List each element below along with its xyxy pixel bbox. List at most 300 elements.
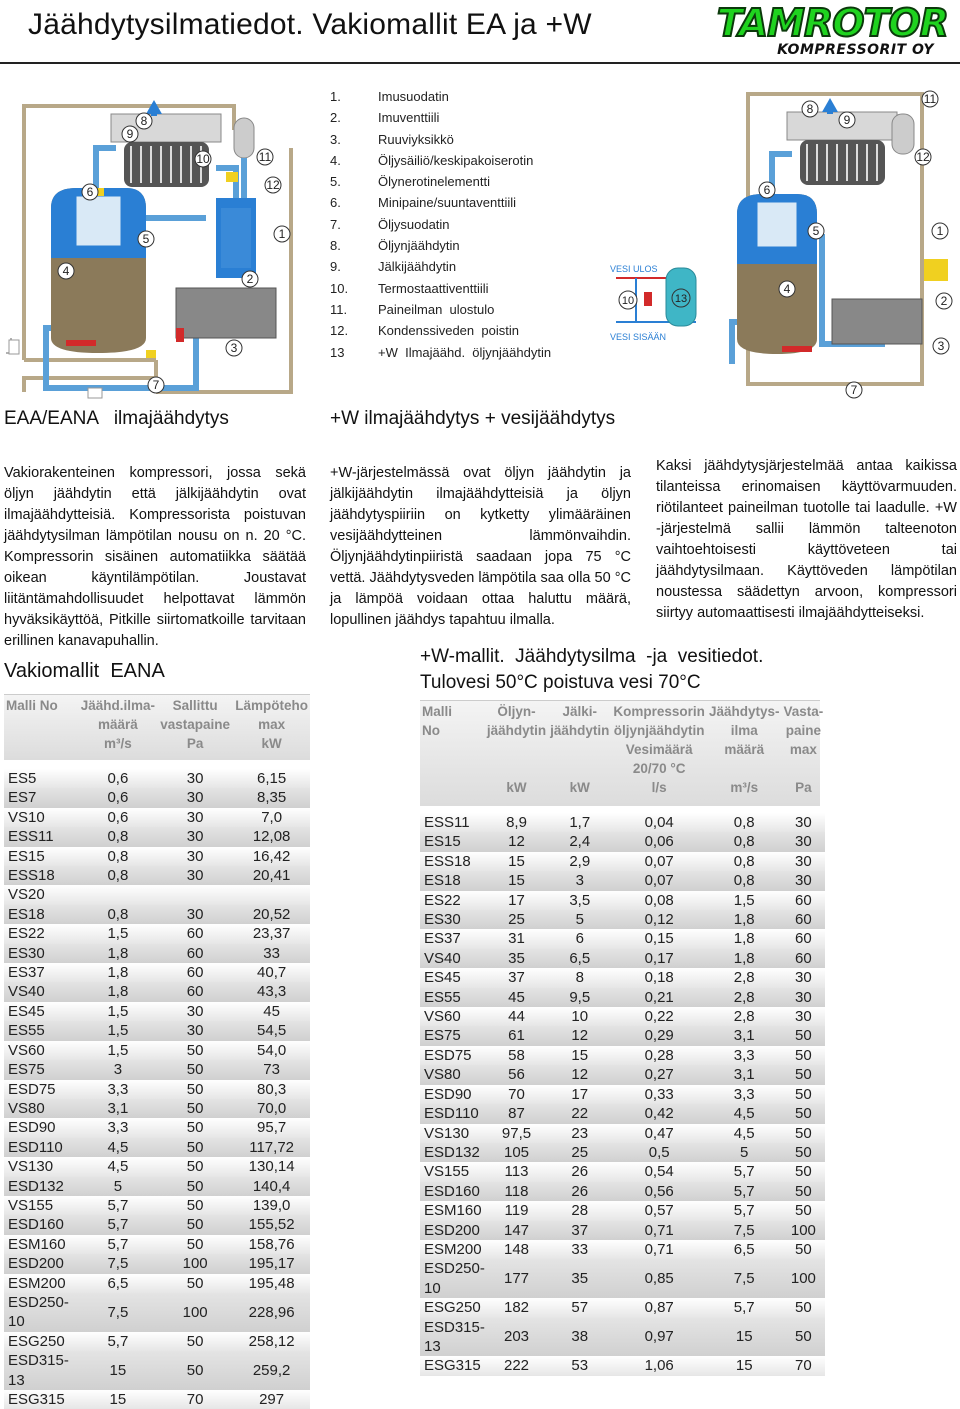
table-column-header	[79, 696, 157, 753]
value-cell: 37	[485, 968, 548, 987]
svg-text:10: 10	[196, 152, 210, 166]
value-cell	[79, 885, 157, 904]
model-cell: ESM160	[4, 1235, 79, 1254]
parts-list-number: 5.	[330, 174, 341, 190]
svg-text:13: 13	[674, 293, 688, 305]
value-cell: 7,5	[79, 1254, 157, 1273]
logo-brand: TAMROTOR	[716, 1, 948, 45]
table-row	[4, 1080, 310, 1099]
table-column-header	[157, 696, 233, 753]
value-cell: 0,33	[611, 1085, 707, 1104]
value-cell: 50	[781, 1026, 825, 1045]
value-cell: 2,4	[548, 832, 611, 851]
parts-list-item	[330, 320, 551, 341]
value-cell: 45	[485, 988, 548, 1007]
value-cell: 28	[548, 1201, 611, 1220]
value-cell: 54,5	[233, 1021, 310, 1040]
svg-text:2: 2	[940, 294, 948, 308]
header-line: Vesimäärä	[625, 742, 693, 757]
value-cell: 182	[485, 1298, 548, 1317]
value-cell: 15	[707, 1356, 782, 1375]
svg-text:1: 1	[278, 227, 286, 241]
value-cell: 30	[157, 769, 233, 788]
value-cell: 70	[781, 1356, 825, 1375]
value-cell: 1,5	[79, 924, 157, 943]
value-cell: 26	[548, 1182, 611, 1201]
value-cell: 37	[548, 1221, 611, 1240]
value-cell: 1,06	[611, 1356, 707, 1375]
value-cell: 30	[781, 988, 825, 1007]
value-cell: 50	[157, 1060, 233, 1079]
header-line	[422, 740, 483, 759]
header-line: max	[789, 742, 817, 757]
value-cell: 130,14	[233, 1157, 310, 1176]
value-cell: 50	[157, 1138, 233, 1157]
parts-list-number: 12.	[330, 323, 349, 339]
model-cell: ESD200	[4, 1254, 79, 1273]
parts-list-name: +W Ilmajäähd. öljynjäähdytin	[378, 344, 552, 360]
table-row	[4, 905, 310, 924]
parts-list-item	[330, 107, 551, 128]
value-cell: 60	[781, 910, 825, 929]
value-cell: 0,8	[79, 866, 157, 885]
model-cell: VS40	[420, 949, 485, 968]
value-cell: 0,08	[611, 891, 707, 910]
model-cell: ESM160	[420, 1201, 485, 1220]
table-row	[420, 1298, 825, 1317]
svg-text:3: 3	[937, 339, 945, 353]
model-cell: ESG315	[420, 1356, 485, 1375]
table-row	[420, 871, 825, 890]
value-cell: 8,9	[485, 813, 548, 832]
model-cell: ES45	[420, 968, 485, 987]
table-row	[420, 968, 825, 987]
header-line	[422, 759, 483, 778]
table-column-header	[781, 702, 825, 797]
value-cell: 0,71	[611, 1240, 707, 1259]
model-cell: ESD250-10	[4, 1293, 79, 1332]
svg-text:9: 9	[126, 127, 134, 141]
model-cell: ESD250-10	[420, 1259, 485, 1298]
value-cell: 15	[485, 871, 548, 890]
value-cell: 3,3	[707, 1046, 782, 1065]
value-cell: 148	[485, 1240, 548, 1259]
table-row	[420, 813, 825, 832]
value-cell: 100	[157, 1254, 233, 1273]
model-cell: ES30	[420, 910, 485, 929]
parts-list-name: Öljynjäähdytin	[378, 238, 460, 254]
value-cell: 0,28	[611, 1046, 707, 1065]
header-line: määrä	[724, 742, 765, 757]
value-cell: 5,7	[707, 1298, 782, 1317]
table-row	[4, 1390, 310, 1409]
table-column-header	[4, 696, 79, 753]
table-row	[420, 1162, 825, 1181]
model-cell: ESD75	[420, 1046, 485, 1065]
value-cell: 1,8	[707, 910, 782, 929]
model-cell: VS130	[4, 1157, 79, 1176]
model-cell: VS40	[4, 982, 79, 1001]
parts-list-name: Paineilman ulostulo	[378, 301, 495, 317]
model-cell: ES37	[420, 929, 485, 948]
model-cell: ES18	[4, 905, 79, 924]
tamrotor-logo	[688, 1, 948, 58]
model-cell: VS130	[420, 1124, 485, 1143]
model-cell: ES75	[420, 1026, 485, 1045]
svg-text:7: 7	[850, 383, 858, 397]
parts-list-item	[330, 129, 551, 150]
header-line: Öljyn-	[497, 704, 536, 719]
value-cell: 30	[781, 813, 825, 832]
parts-list-number: 10.	[330, 280, 349, 296]
header-line: Jäähd.ilma-	[80, 698, 156, 713]
value-cell: 1,8	[79, 982, 157, 1001]
header-line: max	[258, 717, 286, 732]
table-row	[420, 1182, 825, 1201]
value-cell: 15	[485, 852, 548, 871]
header-line: vastapaine	[160, 717, 231, 732]
model-cell: ES15	[420, 832, 485, 851]
svg-text:8: 8	[806, 102, 814, 116]
value-cell: 56	[485, 1065, 548, 1084]
table-row	[4, 1196, 310, 1215]
value-cell: 95,7	[233, 1118, 310, 1137]
value-cell: 50	[157, 1099, 233, 1118]
value-cell: 0,47	[611, 1124, 707, 1143]
value-cell: 203	[485, 1318, 548, 1357]
value-cell: 0,22	[611, 1007, 707, 1026]
parts-list-name: Termostaattiventtiili	[378, 280, 489, 296]
table-row	[4, 1274, 310, 1293]
value-cell: 30	[781, 968, 825, 987]
parts-list-name: Minipaine/suuntaventtiili	[378, 195, 517, 211]
value-cell: 0,56	[611, 1182, 707, 1201]
value-cell: 30	[781, 852, 825, 871]
value-cell: 0,97	[611, 1318, 707, 1357]
model-cell: ESS18	[4, 866, 79, 885]
value-cell: 60	[157, 982, 233, 1001]
value-cell: 177	[485, 1259, 548, 1298]
value-cell: 22	[548, 1104, 611, 1123]
value-cell: 50	[781, 1162, 825, 1181]
header-line: Sallittu	[172, 698, 218, 713]
water-in-label: VESI SISÄÄN	[610, 332, 667, 342]
value-cell: 0,15	[611, 929, 707, 948]
value-cell: 9,5	[548, 988, 611, 1007]
value-cell: 60	[157, 944, 233, 963]
value-cell: 12	[548, 1065, 611, 1084]
header-line: paine	[785, 723, 821, 738]
model-cell: ESD160	[4, 1215, 79, 1234]
value-cell: 147	[485, 1221, 548, 1240]
table-row	[4, 847, 310, 866]
model-cell: ES22	[420, 891, 485, 910]
model-cell: ES45	[4, 1002, 79, 1021]
paragraph-dual: Kaksi jäähdytysjärjestelmää antaa kaikissa tilanteissa erinomaisen käyttövarmuuden. riötilanteet paineilman tuotolle tai laadulle. +W -järjestelmä sallii lämmön talteenoton vaihtoehtoisesti käyttöveteen tai jäähdytysilmaan. Käyttöveden lämpötilan noustessa säädettyn arvoon, kompressori siirtyy automaattisesti ilmajäähdytteiseksi.	[656, 458, 957, 621]
value-cell: 30	[157, 808, 233, 827]
table-row	[4, 1332, 310, 1351]
value-cell: 70	[485, 1085, 548, 1104]
value-cell: 30	[157, 905, 233, 924]
value-cell: 195,17	[233, 1254, 310, 1273]
table-row	[4, 1293, 310, 1332]
diagram-water-circuit	[606, 262, 716, 342]
value-cell: 0,87	[611, 1298, 707, 1317]
svg-text:4: 4	[783, 282, 791, 296]
parts-list-number: 4.	[330, 152, 341, 168]
value-cell: 40,7	[233, 963, 310, 982]
value-cell: 15	[548, 1046, 611, 1065]
parts-list-item	[330, 299, 551, 320]
parts-list-number: 6.	[330, 195, 341, 211]
value-cell: 30	[157, 1002, 233, 1021]
header-rule	[0, 62, 960, 64]
value-cell: 139,0	[233, 1196, 310, 1215]
header-line: Pa	[186, 736, 204, 751]
value-cell: 16,42	[233, 847, 310, 866]
model-cell: VS155	[4, 1196, 79, 1215]
table-column-header	[548, 702, 611, 797]
value-cell: 0,8	[707, 832, 782, 851]
value-cell: 0,6	[79, 808, 157, 827]
value-cell: 31	[485, 929, 548, 948]
value-cell: 50	[781, 1201, 825, 1220]
value-cell: 50	[781, 1104, 825, 1123]
model-cell: ESS11	[420, 813, 485, 832]
value-cell: 0,5	[611, 1143, 707, 1162]
value-cell: 30	[157, 847, 233, 866]
value-cell: 118	[485, 1182, 548, 1201]
value-cell: 50	[781, 1298, 825, 1317]
header-line: 20/70 °C	[632, 761, 686, 776]
value-cell: 20,41	[233, 866, 310, 885]
value-cell: 50	[157, 1274, 233, 1293]
value-cell: 8,35	[233, 788, 310, 807]
header-line: Malli No	[6, 698, 58, 713]
svg-text:6: 6	[763, 183, 771, 197]
value-cell: 3	[79, 1060, 157, 1079]
value-cell: 50	[157, 1351, 233, 1390]
value-cell: 119	[485, 1201, 548, 1220]
value-cell: 61	[485, 1026, 548, 1045]
value-cell: 60	[781, 891, 825, 910]
value-cell: 1,8	[707, 929, 782, 948]
value-cell: 117,72	[233, 1138, 310, 1157]
parts-list-number: 3.	[330, 131, 341, 147]
model-cell: ESG250	[420, 1298, 485, 1317]
svg-text:2: 2	[246, 272, 254, 286]
value-cell: 50	[781, 1124, 825, 1143]
value-cell: 1,5	[79, 1041, 157, 1060]
value-cell: 113	[485, 1162, 548, 1181]
table-row	[420, 891, 825, 910]
value-cell: 5	[707, 1143, 782, 1162]
parts-list-item	[330, 235, 551, 256]
model-cell: ESD110	[420, 1104, 485, 1123]
value-cell: 50	[781, 1240, 825, 1259]
value-cell: 3,3	[707, 1085, 782, 1104]
value-cell: 50	[157, 1041, 233, 1060]
value-cell: 5,7	[79, 1196, 157, 1215]
header-line	[6, 715, 77, 734]
value-cell: 97,5	[485, 1124, 548, 1143]
table-row	[4, 1138, 310, 1157]
right-table-heading-2: Tulovesi 50°C poistuva vesi 70°C	[420, 672, 701, 693]
table-row	[420, 1026, 825, 1045]
value-cell: 53	[548, 1356, 611, 1375]
table-row	[4, 1235, 310, 1254]
value-cell: 2,8	[707, 988, 782, 1007]
table-column-header	[707, 702, 782, 797]
model-cell: ES18	[420, 871, 485, 890]
model-cell: ESD132	[4, 1177, 79, 1196]
value-cell: 4,5	[79, 1138, 157, 1157]
value-cell: 0,8	[79, 847, 157, 866]
model-cell: VS20	[4, 885, 79, 904]
parts-list-number: 7.	[330, 216, 341, 232]
value-cell: 8	[548, 968, 611, 987]
value-cell: 35	[548, 1259, 611, 1298]
model-cell: ES7	[4, 788, 79, 807]
header-line: määrä	[97, 717, 138, 732]
parts-list-number: 13	[330, 344, 345, 360]
svg-text:12: 12	[916, 150, 930, 164]
model-cell: ES5	[4, 769, 79, 788]
value-cell: 100	[781, 1259, 825, 1298]
diagram-plus-w	[712, 84, 958, 400]
model-cell: VS60	[420, 1007, 485, 1026]
table-row	[420, 1259, 825, 1298]
value-cell: 0,42	[611, 1104, 707, 1123]
value-cell: 50	[157, 1332, 233, 1351]
value-cell: 3	[548, 871, 611, 890]
header-line: jäähdytin	[486, 723, 547, 738]
table-row	[4, 1021, 310, 1040]
value-cell: 3,3	[79, 1080, 157, 1099]
parts-list-name: Ölynerotinelementti	[378, 174, 490, 190]
value-cell: 5	[548, 910, 611, 929]
header-line: Jäähdytys-	[708, 704, 780, 719]
value-cell: 54,0	[233, 1041, 310, 1060]
value-cell: 100	[157, 1293, 233, 1332]
parts-list-number: 8.	[330, 238, 341, 254]
table-row	[420, 910, 825, 929]
table-row	[420, 832, 825, 851]
value-cell: 0,85	[611, 1259, 707, 1298]
value-cell: 38	[548, 1318, 611, 1357]
header-line: Lämpöteho	[235, 698, 308, 713]
value-cell: 6	[548, 929, 611, 948]
value-cell: 15	[707, 1318, 782, 1357]
value-cell: 30	[157, 788, 233, 807]
value-cell: 5,7	[79, 1215, 157, 1234]
value-cell: 43,3	[233, 982, 310, 1001]
parts-list-name: Ruuviyksikkö	[378, 131, 454, 147]
svg-text:8: 8	[140, 114, 148, 128]
value-cell: 44	[485, 1007, 548, 1026]
value-cell: 50	[157, 1157, 233, 1176]
value-cell: 33	[233, 944, 310, 963]
table-row	[420, 1124, 825, 1143]
value-cell: 1,5	[79, 1021, 157, 1040]
value-cell: 7,5	[707, 1221, 782, 1240]
model-cell: ESD315-13	[420, 1318, 485, 1357]
caption-ea: EAA/EANA ilmajäähdytys	[4, 408, 229, 429]
table-row	[4, 1254, 310, 1273]
table-row	[4, 963, 310, 982]
value-cell: 3,1	[707, 1026, 782, 1045]
model-cell: ESG250	[4, 1332, 79, 1351]
value-cell: 50	[157, 1196, 233, 1215]
value-cell: 0,8	[79, 905, 157, 924]
model-cell: VS80	[420, 1065, 485, 1084]
value-cell: 2,8	[707, 968, 782, 987]
value-cell: 222	[485, 1356, 548, 1375]
value-cell: 50	[157, 1080, 233, 1099]
parts-list-number: 9.	[330, 259, 341, 275]
header-line: Vasta-	[783, 704, 824, 719]
value-cell: 87	[485, 1104, 548, 1123]
model-cell: ESD132	[420, 1143, 485, 1162]
parts-list-item	[330, 342, 551, 363]
logo-subtitle: KOMPRESSORIT OY	[777, 42, 934, 58]
table-row	[4, 1060, 310, 1079]
value-cell	[233, 885, 310, 904]
model-cell: VS10	[4, 808, 79, 827]
table-row	[420, 949, 825, 968]
parts-list-item	[330, 278, 551, 299]
value-cell: 15	[79, 1351, 157, 1390]
value-cell: 0,57	[611, 1201, 707, 1220]
parts-list-item	[330, 171, 551, 192]
table-row	[4, 885, 310, 904]
right-spec-table	[420, 702, 825, 1376]
svg-text:12: 12	[266, 178, 280, 192]
value-cell: 4,5	[707, 1124, 782, 1143]
page-title: Jäähdytysilmatiedot. Vakiomallit EA ja +W	[28, 8, 592, 41]
table-column-header	[485, 702, 548, 797]
value-cell: 12,08	[233, 827, 310, 846]
water-out-label: VESI ULOS	[610, 264, 658, 274]
table-row	[4, 1118, 310, 1137]
value-cell: 50	[157, 1177, 233, 1196]
header-line: Kompressorin	[613, 704, 705, 719]
value-cell: 58	[485, 1046, 548, 1065]
value-cell: 50	[157, 1118, 233, 1137]
table-row	[4, 866, 310, 885]
value-cell: 1,8	[79, 944, 157, 963]
value-cell: 1,8	[79, 963, 157, 982]
value-cell: 2,8	[707, 1007, 782, 1026]
value-cell: 10	[548, 1007, 611, 1026]
table-row	[4, 827, 310, 846]
parts-list-number: 11.	[330, 301, 348, 317]
value-cell: 6,5	[707, 1240, 782, 1259]
parts-list-name: Kondenssiveden poistin	[378, 323, 519, 339]
model-cell: ESD315-13	[4, 1351, 79, 1390]
value-cell: 0,27	[611, 1065, 707, 1084]
paragraph-plus-w: +W-järjestelmässä ovat öljyn jäähdytin ja jälkijäähdytin ilmajäähdytteisiä ja öljyn jäähdytyspiiriin on kytketty ylimääräinen vesijäähdytteinen lämmönvaihdin. Öljynjäähdytinpiiristä saadaan jopa 75 °C vettä. Jäähdytysveden lämpötila saa olla 50 °C ja lämpöä voidaan ottaa haluttu määrä, lopullinen jäähdys tapahtuu ilmalla.	[330, 465, 631, 628]
value-cell: 3,5	[548, 891, 611, 910]
value-cell: 30	[781, 1007, 825, 1026]
table-row	[4, 1157, 310, 1176]
table-row	[4, 924, 310, 943]
value-cell: 25	[485, 910, 548, 929]
header-line	[6, 734, 77, 753]
svg-text:5: 5	[812, 224, 820, 238]
value-cell: 60	[781, 949, 825, 968]
model-cell: ESS18	[420, 852, 485, 871]
